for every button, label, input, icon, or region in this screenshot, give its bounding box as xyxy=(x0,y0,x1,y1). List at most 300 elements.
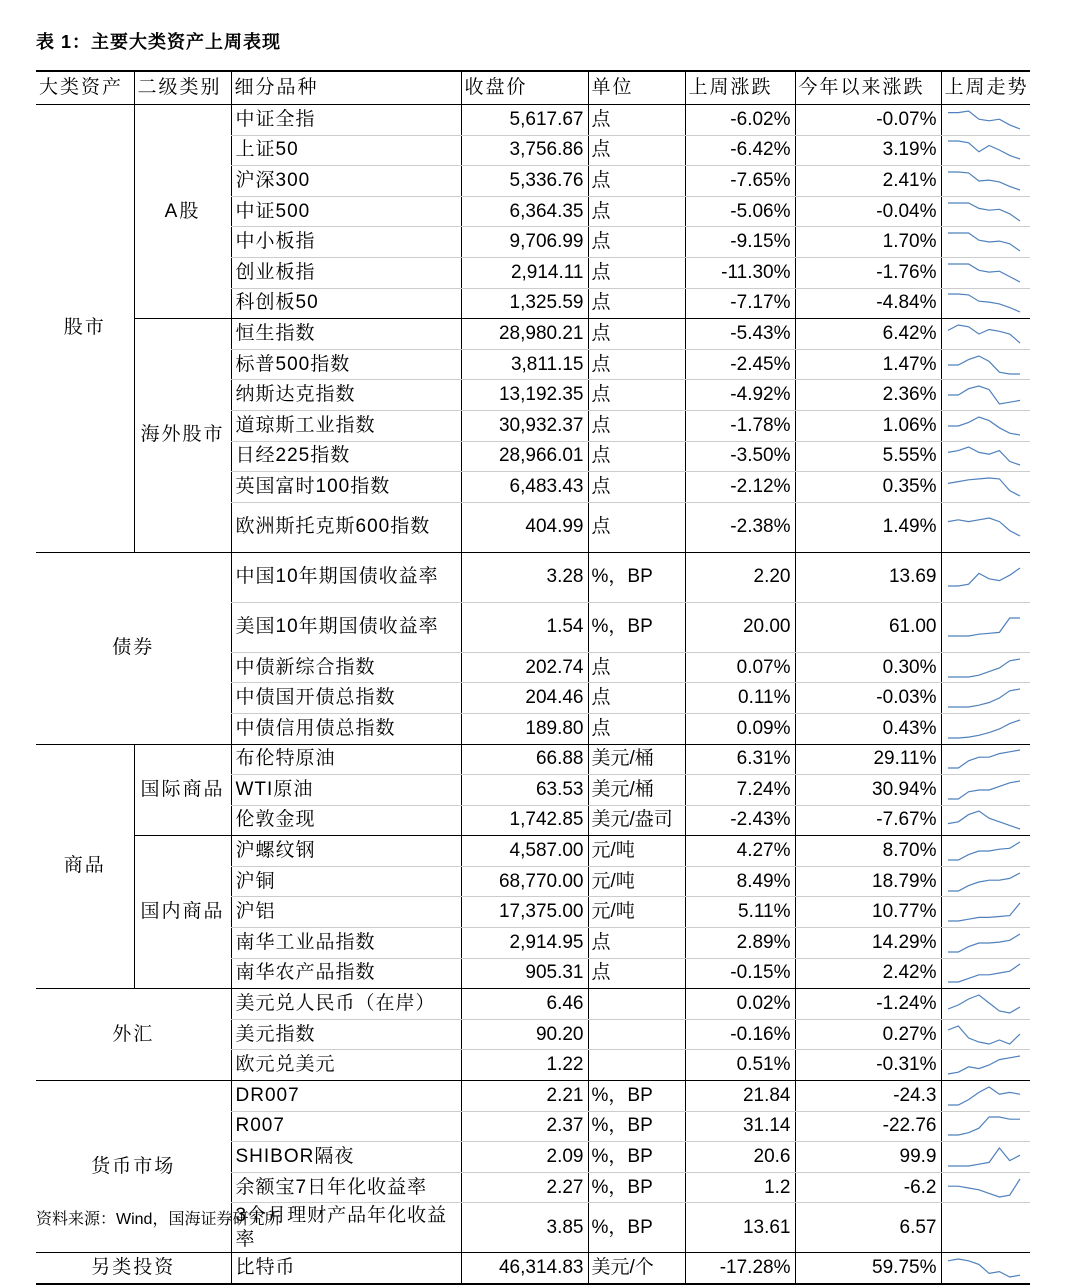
close-price: 2,914.95 xyxy=(461,928,588,959)
week-change: -5.43% xyxy=(685,319,795,350)
sparkline xyxy=(946,717,1022,741)
ytd-change: 6.57 xyxy=(795,1203,941,1253)
week-change: 5.11% xyxy=(685,897,795,928)
close-price: 68,770.00 xyxy=(461,866,588,897)
sparkline xyxy=(946,200,1022,224)
week-trend-cell xyxy=(941,1203,1030,1253)
week-change: -17.28% xyxy=(685,1253,795,1284)
week-trend-cell xyxy=(941,1111,1030,1142)
unit: 点 xyxy=(588,502,685,552)
sparkline xyxy=(946,686,1022,710)
week-change: 7.24% xyxy=(685,775,795,806)
ytd-change: -24.3 xyxy=(795,1081,941,1112)
item-name: 沪铝 xyxy=(231,897,461,928)
header-item: 细分品种 xyxy=(231,71,461,105)
ytd-change: 2.41% xyxy=(795,166,941,197)
unit: 点 xyxy=(588,135,685,166)
sparkline xyxy=(946,747,1022,771)
item-name: 中债国开债总指数 xyxy=(231,683,461,714)
unit: %，BP xyxy=(588,602,685,652)
ytd-change: 30.94% xyxy=(795,775,941,806)
sparkline xyxy=(946,138,1022,162)
ytd-change: 1.70% xyxy=(795,227,941,258)
week-change: 0.11% xyxy=(685,683,795,714)
week-change: 2.89% xyxy=(685,928,795,959)
ytd-change: 0.30% xyxy=(795,652,941,683)
item-name: 布伦特原油 xyxy=(231,744,461,775)
close-price: 9,706.99 xyxy=(461,227,588,258)
sparkline-path xyxy=(948,903,1020,921)
unit: 点 xyxy=(588,166,685,197)
item-name: 南华农产品指数 xyxy=(231,958,461,989)
sparkline-path xyxy=(948,111,1020,129)
ytd-change: 0.35% xyxy=(795,472,941,503)
item-name: 中国10年期国债收益率 xyxy=(231,552,461,602)
unit: 点 xyxy=(588,288,685,319)
sparkline-path xyxy=(948,720,1020,738)
ytd-change: 18.79% xyxy=(795,866,941,897)
week-trend-cell xyxy=(941,836,1030,867)
table-row xyxy=(36,319,1030,350)
item-name: 创业板指 xyxy=(231,257,461,288)
sparkline-path xyxy=(948,842,1020,860)
table-row xyxy=(36,1081,1030,1112)
item-name: 沪深300 xyxy=(231,166,461,197)
ytd-change: 1.06% xyxy=(795,410,941,441)
unit: %，BP xyxy=(588,1203,685,1253)
sparkline-path xyxy=(948,1026,1020,1044)
week-trend-cell xyxy=(941,1142,1030,1173)
unit: 美元/桶 xyxy=(588,775,685,806)
close-price: 3,756.86 xyxy=(461,135,588,166)
sparkline xyxy=(946,839,1022,863)
close-price: 3.28 xyxy=(461,552,588,602)
sparkline-path xyxy=(948,873,1020,891)
sparkline-path xyxy=(948,386,1020,404)
item-name: 恒生指数 xyxy=(231,319,461,350)
sparkline-path xyxy=(948,1087,1020,1105)
item-name: 科创板50 xyxy=(231,288,461,319)
week-change: -0.15% xyxy=(685,958,795,989)
week-change: -4.92% xyxy=(685,380,795,411)
ytd-change: -0.31% xyxy=(795,1050,941,1081)
ytd-change: 59.75% xyxy=(795,1253,941,1284)
item-name: SHIBOR隔夜 xyxy=(231,1142,461,1173)
unit: 点 xyxy=(588,713,685,744)
sparkline xyxy=(946,108,1022,132)
close-price: 4,587.00 xyxy=(461,836,588,867)
week-trend-cell xyxy=(941,1253,1030,1284)
sparkline xyxy=(946,1256,1022,1280)
close-price: 17,375.00 xyxy=(461,897,588,928)
sparkline-path xyxy=(948,618,1020,636)
major-class-cell: 债券 xyxy=(36,552,231,744)
sparkline xyxy=(946,383,1022,407)
sparkline xyxy=(946,1053,1022,1077)
ytd-change: -22.76 xyxy=(795,1111,941,1142)
unit: 点 xyxy=(588,410,685,441)
week-change: -2.38% xyxy=(685,502,795,552)
sparkline xyxy=(946,808,1022,832)
close-price: 2,914.11 xyxy=(461,257,588,288)
sparkline xyxy=(946,1084,1022,1108)
item-name: 美元指数 xyxy=(231,1019,461,1050)
major-class-cell: 商品 xyxy=(36,744,134,989)
unit: 点 xyxy=(588,380,685,411)
sub-class-cell: 国内商品 xyxy=(134,836,231,989)
unit xyxy=(588,1019,685,1050)
table-row xyxy=(36,836,1030,867)
week-change: -6.42% xyxy=(685,135,795,166)
header-ytd-change: 今年以来涨跌 xyxy=(795,71,941,105)
week-change: 21.84 xyxy=(685,1081,795,1112)
ytd-change: -0.07% xyxy=(795,105,941,136)
week-change: -11.30% xyxy=(685,257,795,288)
item-name: 中证全指 xyxy=(231,105,461,136)
unit: 点 xyxy=(588,441,685,472)
unit: 点 xyxy=(588,196,685,227)
header-row xyxy=(36,71,1030,105)
week-trend-cell xyxy=(941,105,1030,136)
ytd-change: 2.36% xyxy=(795,380,941,411)
sparkline-path xyxy=(948,1056,1020,1074)
item-name: 上证50 xyxy=(231,135,461,166)
sparkline xyxy=(946,1176,1022,1200)
item-name: 中债新综合指数 xyxy=(231,652,461,683)
close-price: 6,483.43 xyxy=(461,472,588,503)
sparkline-path xyxy=(948,689,1020,707)
unit: 点 xyxy=(588,958,685,989)
major-class-cell: 货币市场 xyxy=(36,1081,231,1253)
week-change: 0.09% xyxy=(685,713,795,744)
week-change: 0.07% xyxy=(685,652,795,683)
close-price: 202.74 xyxy=(461,652,588,683)
close-price: 189.80 xyxy=(461,713,588,744)
sparkline-path xyxy=(948,1179,1020,1197)
sparkline xyxy=(946,1216,1022,1240)
week-trend-cell xyxy=(941,897,1030,928)
week-trend-cell xyxy=(941,928,1030,959)
sparkline-path xyxy=(948,811,1020,829)
ytd-change: 1.47% xyxy=(795,349,941,380)
unit: %，BP xyxy=(588,1111,685,1142)
sparkline-path xyxy=(948,934,1020,952)
item-name: 道琼斯工业指数 xyxy=(231,410,461,441)
table-title: 表 1：主要大类资产上周表现 xyxy=(36,32,282,52)
week-trend-cell xyxy=(941,652,1030,683)
week-change: 4.27% xyxy=(685,836,795,867)
week-trend-cell xyxy=(941,805,1030,836)
header-major-class: 大类资产 xyxy=(36,71,134,105)
item-name: WTI原油 xyxy=(231,775,461,806)
ytd-change: 1.49% xyxy=(795,502,941,552)
sparkline-path xyxy=(948,964,1020,982)
ytd-change: -1.76% xyxy=(795,257,941,288)
week-change: -5.06% xyxy=(685,196,795,227)
week-trend-cell xyxy=(941,349,1030,380)
week-trend-cell xyxy=(941,866,1030,897)
week-trend-cell xyxy=(941,227,1030,258)
close-price: 905.31 xyxy=(461,958,588,989)
close-price: 13,192.35 xyxy=(461,380,588,411)
item-name: 纳斯达克指数 xyxy=(231,380,461,411)
item-name: 沪铜 xyxy=(231,866,461,897)
ytd-change: 10.77% xyxy=(795,897,941,928)
close-price: 66.88 xyxy=(461,744,588,775)
header-sub-class: 二级类别 xyxy=(134,71,231,105)
ytd-change: 99.9 xyxy=(795,1142,941,1173)
sparkline-path xyxy=(948,417,1020,435)
week-trend-cell xyxy=(941,319,1030,350)
sparkline-path xyxy=(948,233,1020,251)
unit: 元/吨 xyxy=(588,866,685,897)
week-change: -7.17% xyxy=(685,288,795,319)
close-price: 28,980.21 xyxy=(461,319,588,350)
sparkline-path xyxy=(948,325,1020,343)
ytd-change: 13.69 xyxy=(795,552,941,602)
week-change: -0.16% xyxy=(685,1019,795,1050)
source-note: 资料来源：Wind，国海证券研究所 xyxy=(36,1211,281,1228)
week-change: 20.00 xyxy=(685,602,795,652)
header-unit: 单位 xyxy=(588,71,685,105)
ytd-change: -1.24% xyxy=(795,989,941,1020)
sparkline-path xyxy=(948,478,1020,496)
sparkline-path xyxy=(948,1148,1020,1166)
week-change: 1.2 xyxy=(685,1172,795,1203)
sparkline xyxy=(946,615,1022,639)
unit: 点 xyxy=(588,257,685,288)
sparkline xyxy=(946,515,1022,539)
item-name: 中债信用债总指数 xyxy=(231,713,461,744)
close-price: 2.37 xyxy=(461,1111,588,1142)
ytd-change: 0.43% xyxy=(795,713,941,744)
close-price: 5,617.67 xyxy=(461,105,588,136)
item-name: 余额宝7日年化收益率 xyxy=(231,1172,461,1203)
close-price: 28,966.01 xyxy=(461,441,588,472)
header-week-change: 上周涨跌 xyxy=(685,71,795,105)
week-trend-cell xyxy=(941,989,1030,1020)
sparkline xyxy=(946,475,1022,499)
sparkline-path xyxy=(948,659,1020,677)
week-change: -2.45% xyxy=(685,349,795,380)
unit: %，BP xyxy=(588,1172,685,1203)
close-price: 404.99 xyxy=(461,502,588,552)
sparkline xyxy=(946,931,1022,955)
ytd-change: -4.84% xyxy=(795,288,941,319)
week-change: 6.31% xyxy=(685,744,795,775)
item-name: 美国10年期国债收益率 xyxy=(231,602,461,652)
item-name: 美元兑人民币（在岸） xyxy=(231,989,461,1020)
sparkline-path xyxy=(948,141,1020,159)
week-change: 0.51% xyxy=(685,1050,795,1081)
close-price: 1,742.85 xyxy=(461,805,588,836)
close-price: 1,325.59 xyxy=(461,288,588,319)
close-price: 1.22 xyxy=(461,1050,588,1081)
week-change: 0.02% xyxy=(685,989,795,1020)
sparkline-path xyxy=(948,294,1020,312)
ytd-change: 14.29% xyxy=(795,928,941,959)
major-class-cell: 股市 xyxy=(36,105,134,553)
sparkline xyxy=(946,322,1022,346)
close-price: 6.46 xyxy=(461,989,588,1020)
close-price: 30,932.37 xyxy=(461,410,588,441)
week-trend-cell xyxy=(941,1019,1030,1050)
unit: 点 xyxy=(588,652,685,683)
week-change: -9.15% xyxy=(685,227,795,258)
unit: 点 xyxy=(588,227,685,258)
unit xyxy=(588,1050,685,1081)
sparkline-path xyxy=(948,203,1020,221)
week-change: -6.02% xyxy=(685,105,795,136)
table-row xyxy=(36,989,1030,1020)
sparkline xyxy=(946,565,1022,589)
close-price: 2.21 xyxy=(461,1081,588,1112)
week-trend-cell xyxy=(941,196,1030,227)
week-trend-cell xyxy=(941,410,1030,441)
unit: 元/吨 xyxy=(588,836,685,867)
ytd-change: -6.2 xyxy=(795,1172,941,1203)
ytd-change: 2.42% xyxy=(795,958,941,989)
header-week-trend: 上周走势 xyxy=(941,71,1030,105)
sparkline-path xyxy=(948,995,1020,1013)
week-trend-cell xyxy=(941,1050,1030,1081)
sparkline-path xyxy=(948,518,1020,536)
item-name: 欧元兑美元 xyxy=(231,1050,461,1081)
sparkline-path xyxy=(948,264,1020,282)
item-name: 中证500 xyxy=(231,196,461,227)
week-trend-cell xyxy=(941,602,1030,652)
table-row xyxy=(36,744,1030,775)
ytd-change: -0.04% xyxy=(795,196,941,227)
sparkline xyxy=(946,230,1022,254)
week-trend-cell xyxy=(941,288,1030,319)
ytd-change: 29.11% xyxy=(795,744,941,775)
unit xyxy=(588,989,685,1020)
close-price: 5,336.76 xyxy=(461,166,588,197)
week-change: 31.14 xyxy=(685,1111,795,1142)
week-trend-cell xyxy=(941,775,1030,806)
sparkline-path xyxy=(948,568,1020,586)
major-class-cell: 另类投资 xyxy=(36,1253,231,1284)
sparkline xyxy=(946,444,1022,468)
sparkline xyxy=(946,1114,1022,1138)
item-name: 欧洲斯托克斯600指数 xyxy=(231,502,461,552)
close-price: 46,314.83 xyxy=(461,1253,588,1284)
close-price: 2.09 xyxy=(461,1142,588,1173)
ytd-change: 3.19% xyxy=(795,135,941,166)
sparkline-path xyxy=(948,781,1020,799)
ytd-change: -0.03% xyxy=(795,683,941,714)
week-trend-cell xyxy=(941,166,1030,197)
week-change: -3.50% xyxy=(685,441,795,472)
sparkline xyxy=(946,1023,1022,1047)
week-change: 8.49% xyxy=(685,866,795,897)
item-name: 日经225指数 xyxy=(231,441,461,472)
major-class-cell: 外汇 xyxy=(36,989,231,1081)
ytd-change: 8.70% xyxy=(795,836,941,867)
sparkline xyxy=(946,870,1022,894)
sparkline xyxy=(946,169,1022,193)
table-row xyxy=(36,552,1030,602)
asset-performance-table xyxy=(36,70,1030,1285)
unit: 点 xyxy=(588,349,685,380)
item-name: 英国富时100指数 xyxy=(231,472,461,503)
sparkline xyxy=(946,1145,1022,1169)
ytd-change: 61.00 xyxy=(795,602,941,652)
week-trend-cell xyxy=(941,713,1030,744)
sparkline xyxy=(946,961,1022,985)
close-price: 1.54 xyxy=(461,602,588,652)
ytd-change: 6.42% xyxy=(795,319,941,350)
sub-class-cell: A股 xyxy=(134,105,231,319)
close-price: 3.85 xyxy=(461,1203,588,1253)
week-change: 20.6 xyxy=(685,1142,795,1173)
sub-class-cell: 海外股市 xyxy=(134,319,231,553)
sparkline xyxy=(946,656,1022,680)
sub-class-cell: 国际商品 xyxy=(134,744,231,836)
week-trend-cell xyxy=(941,1081,1030,1112)
sparkline-path xyxy=(948,172,1020,190)
sparkline xyxy=(946,414,1022,438)
close-price: 204.46 xyxy=(461,683,588,714)
week-change: 2.20 xyxy=(685,552,795,602)
unit: 点 xyxy=(588,472,685,503)
table-row xyxy=(36,1253,1030,1284)
unit: 点 xyxy=(588,683,685,714)
item-name: 沪螺纹钢 xyxy=(231,836,461,867)
unit: 美元/桶 xyxy=(588,744,685,775)
week-trend-cell xyxy=(941,744,1030,775)
item-name: 比特币 xyxy=(231,1253,461,1284)
item-name: R007 xyxy=(231,1111,461,1142)
close-price: 6,364.35 xyxy=(461,196,588,227)
sparkline xyxy=(946,291,1022,315)
sparkline-path xyxy=(948,356,1020,374)
week-trend-cell xyxy=(941,958,1030,989)
unit: 元/吨 xyxy=(588,897,685,928)
week-trend-cell xyxy=(941,683,1030,714)
week-change: -1.78% xyxy=(685,410,795,441)
table-body xyxy=(36,105,1030,1285)
sparkline-path xyxy=(948,1117,1020,1135)
unit: 点 xyxy=(588,928,685,959)
close-price: 3,811.15 xyxy=(461,349,588,380)
close-price: 2.27 xyxy=(461,1172,588,1203)
week-trend-cell xyxy=(941,502,1030,552)
week-trend-cell xyxy=(941,472,1030,503)
sparkline xyxy=(946,261,1022,285)
sparkline xyxy=(946,900,1022,924)
sparkline-path xyxy=(948,447,1020,465)
week-trend-cell xyxy=(941,1172,1030,1203)
item-name: 标普500指数 xyxy=(231,349,461,380)
sparkline xyxy=(946,992,1022,1016)
sparkline xyxy=(946,778,1022,802)
week-trend-cell xyxy=(941,135,1030,166)
table-row xyxy=(36,105,1030,136)
week-change: -7.65% xyxy=(685,166,795,197)
unit: 美元/个 xyxy=(588,1253,685,1284)
week-change: -2.43% xyxy=(685,805,795,836)
week-trend-cell xyxy=(941,380,1030,411)
ytd-change: 5.55% xyxy=(795,441,941,472)
item-name: 3个月理财产品年化收益率 xyxy=(231,1203,461,1253)
week-trend-cell xyxy=(941,257,1030,288)
sparkline-path xyxy=(948,750,1020,768)
week-trend-cell xyxy=(941,552,1030,602)
item-name: 中小板指 xyxy=(231,227,461,258)
item-name: DR007 xyxy=(231,1081,461,1112)
